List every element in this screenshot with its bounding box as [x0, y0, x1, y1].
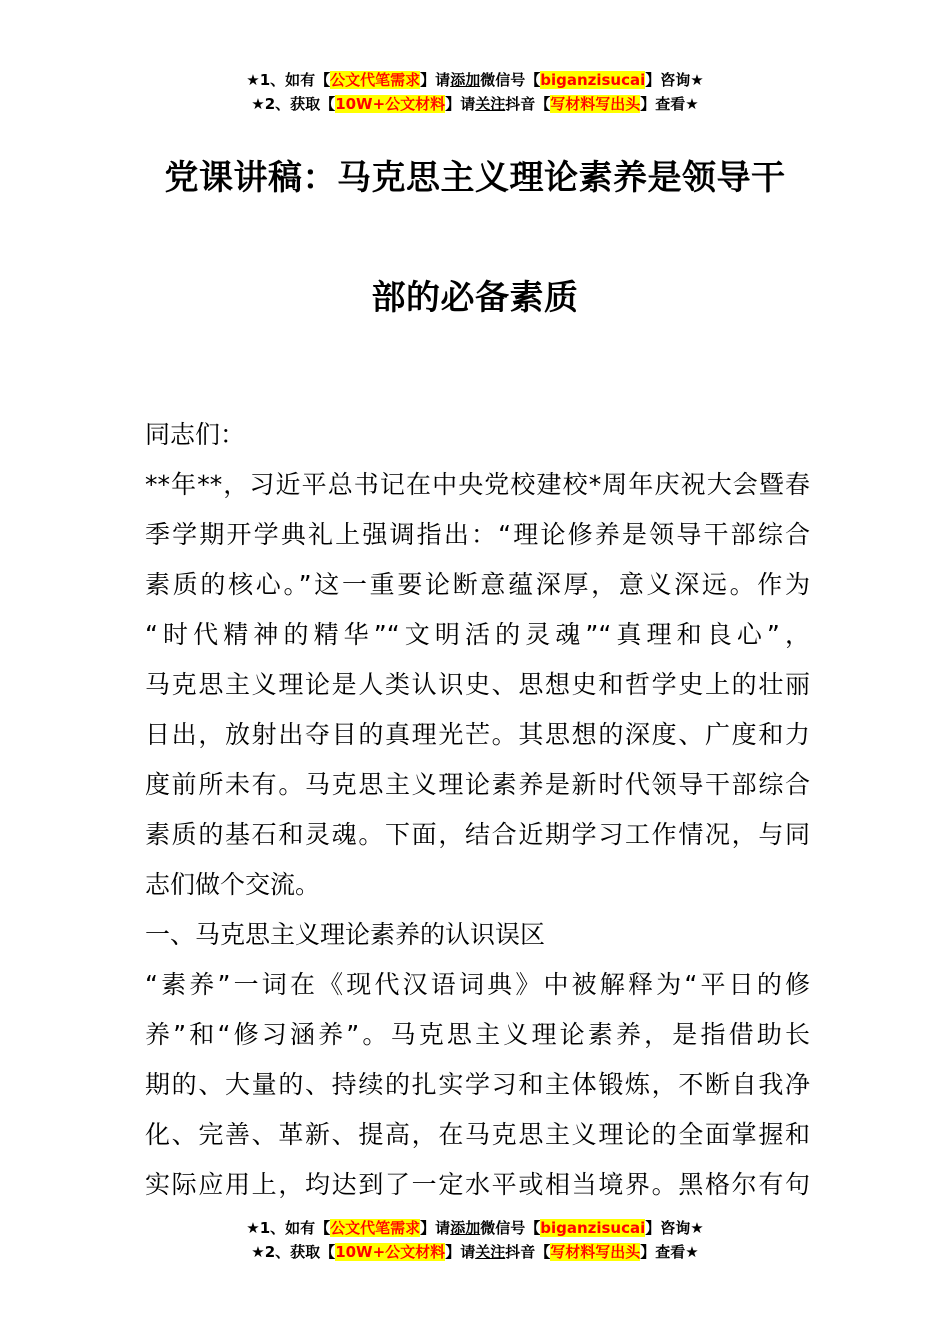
- star-icon: ★: [246, 1219, 260, 1237]
- promo-highlight: 公文代笔需求: [330, 71, 421, 89]
- body-line: 日出，放射出夺目的真理光芒。其思想的深度、广度和力: [145, 720, 810, 749]
- body-line: 季学期开学典礼上强调指出：“理论修养是领导干部综合: [145, 520, 810, 549]
- promo-highlight: 公文代笔需求: [330, 1219, 421, 1237]
- body-line: **年**，习近平总书记在中央党校建校*周年庆祝大会暨春: [145, 470, 810, 499]
- star-icon: ★: [246, 71, 260, 89]
- promo-line-1: ★1、如有【公文代笔需求】请添加微信号【biganzisucai】咨询★: [246, 71, 704, 89]
- promo-highlight: 10W+公文材料: [335, 95, 446, 113]
- section-heading: 一、马克思主义理论素养的认识误区: [145, 920, 546, 949]
- document-title-line-1: 党课讲稿：马克思主义理论素养是领导干: [164, 158, 786, 198]
- wechat-id: biganzisucai: [540, 1219, 646, 1237]
- document-body: [145, 410, 810, 1210]
- body-line: 马克思主义理论是人类认识史、思想史和哲学史上的壮丽: [145, 670, 810, 699]
- header-promo-banner: [0, 68, 950, 116]
- body-line: 志们做个交流。: [145, 870, 321, 899]
- douyin-account: 写材料写出头: [550, 95, 641, 113]
- salutation: 同志们：: [145, 420, 246, 449]
- douyin-account: 写材料写出头: [550, 1243, 641, 1261]
- body-line: 度前所未有。马克思主义理论素养是新时代领导干部综合: [145, 770, 810, 799]
- promo-line-1: ★1、如有【公文代笔需求】请添加微信号【biganzisucai】咨询★: [246, 1219, 704, 1237]
- body-line: 实际应用上，均达到了一定水平或相当境界。黑格尔有句: [145, 1170, 810, 1199]
- promo-line-2: ★2、获取【10W+公文材料】请关注抖音【写材料写出头】查看★: [251, 1243, 699, 1261]
- promo-highlight: 10W+公文材料: [335, 1243, 446, 1261]
- wechat-id: biganzisucai: [540, 71, 646, 89]
- body-line: 化、完善、革新、提高，在马克思主义理论的全面掌握和: [145, 1120, 810, 1149]
- body-line: 素质的核心。”这一重要论断意蕴深厚，意义深远。作为: [145, 570, 810, 599]
- body-line: “素养”一词在《现代汉语词典》中被解释为“平日的修: [145, 970, 810, 999]
- document-title-line-2: 部的必备素质: [371, 278, 579, 318]
- promo-line-2: ★2、获取【10W+公文材料】请关注抖音【写材料写出头】查看★: [251, 95, 699, 113]
- body-line: 期的、大量的、持续的扎实学习和主体锻炼，不断自我净: [145, 1070, 810, 1099]
- body-line: 素质的基石和灵魂。下面，结合近期学习工作情况，与同: [145, 820, 810, 849]
- star-icon: ★: [251, 1243, 265, 1261]
- footer-promo-banner: [0, 1216, 950, 1264]
- body-line: 养”和“修习涵养”。马克思主义理论素养，是指借助长: [145, 1020, 810, 1049]
- star-icon: ★: [251, 95, 265, 113]
- body-line: “时代精神的精华”“文明活的灵魂”“真理和良心”，: [145, 620, 810, 649]
